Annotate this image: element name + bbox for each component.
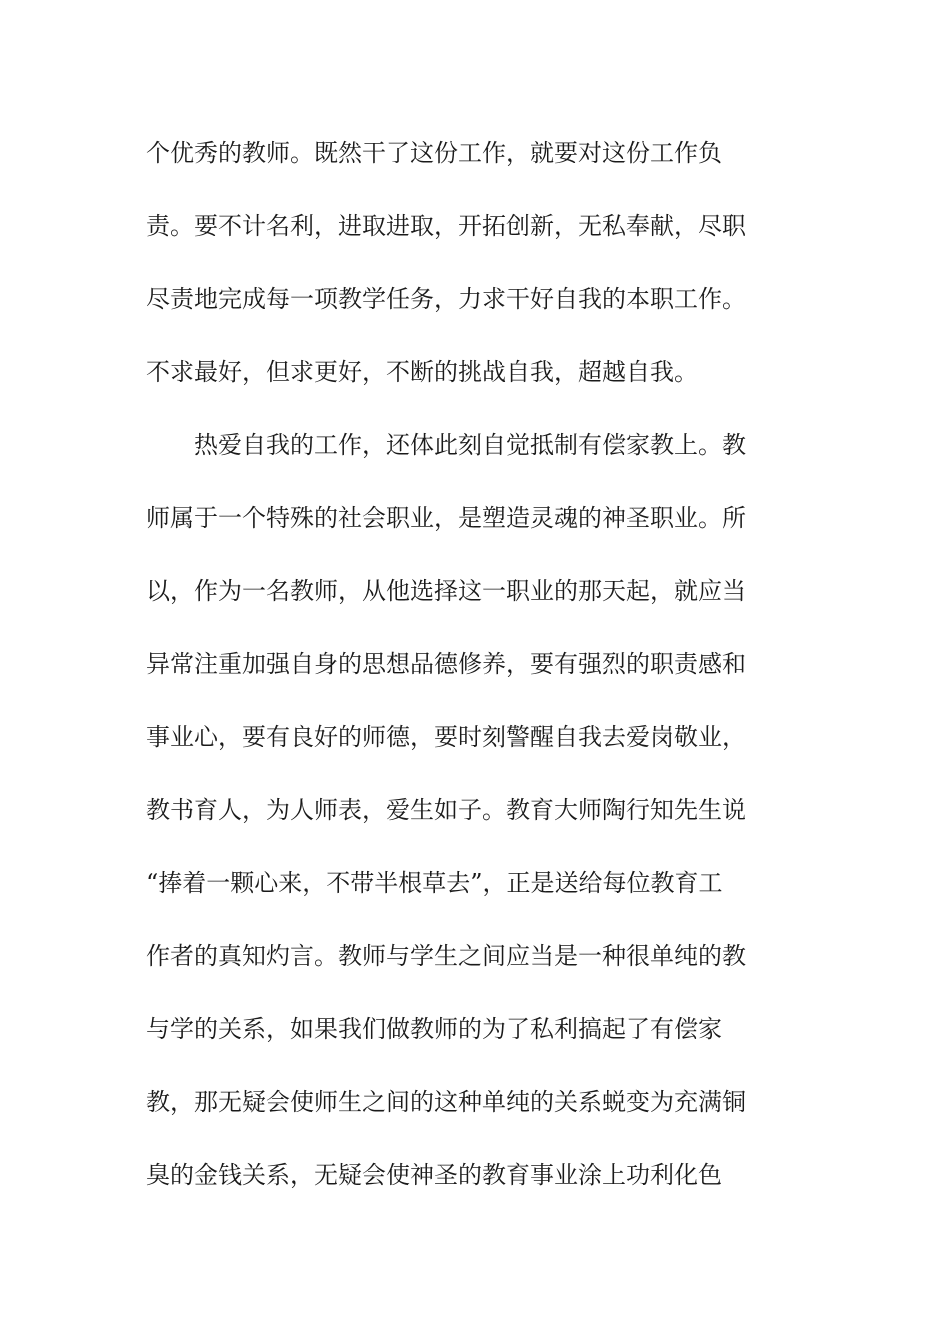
text-line: 教书育人，为人师表，爱生如子。教育大师陶行知先生说: [146, 796, 746, 824]
body-text: [146, 128, 796, 1223]
text-line: 师属于一个特殊的社会职业，是塑造灵魂的神圣职业。所: [146, 504, 746, 532]
text-line: 异常注重加强自身的思想品德修养，要有强烈的职责感和: [146, 650, 746, 678]
text-line: 责。要不计名利，进取进取，开拓创新，无私奉献，尽职: [146, 212, 746, 240]
text-line: 个优秀的教师。既然干了这份工作，就要对这份工作负: [146, 139, 722, 167]
paragraph-first-line: 热爱自我的工作，还体此刻自觉抵制有偿家教上。教: [194, 431, 746, 459]
text-line: 与学的关系，如果我们做教师的为了私利搞起了有偿家: [146, 1015, 722, 1043]
text-line: 作者的真知灼言。教师与学生之间应当是一种很单纯的教: [146, 942, 746, 970]
text-line: 不求最好，但求更好，不断的挑战自我，超越自我。: [146, 358, 698, 386]
text-line: 臭的金钱关系，无疑会使神圣的教育事业涂上功利化色: [146, 1161, 722, 1189]
text-line: 教，那无疑会使师生之间的这种单纯的关系蜕变为充满铜: [146, 1088, 746, 1116]
text-line: “捧着一颗心来，不带半根草去”，正是送给每位教育工: [146, 869, 723, 897]
text-line: 尽责地完成每一项教学任务，力求干好自我的本职工作。: [146, 285, 746, 313]
text-line: 事业心，要有良好的师德，要时刻警醒自我去爱岗敬业，: [146, 723, 746, 751]
text-line: 以，作为一名教师，从他选择这一职业的那天起，就应当: [146, 577, 746, 605]
